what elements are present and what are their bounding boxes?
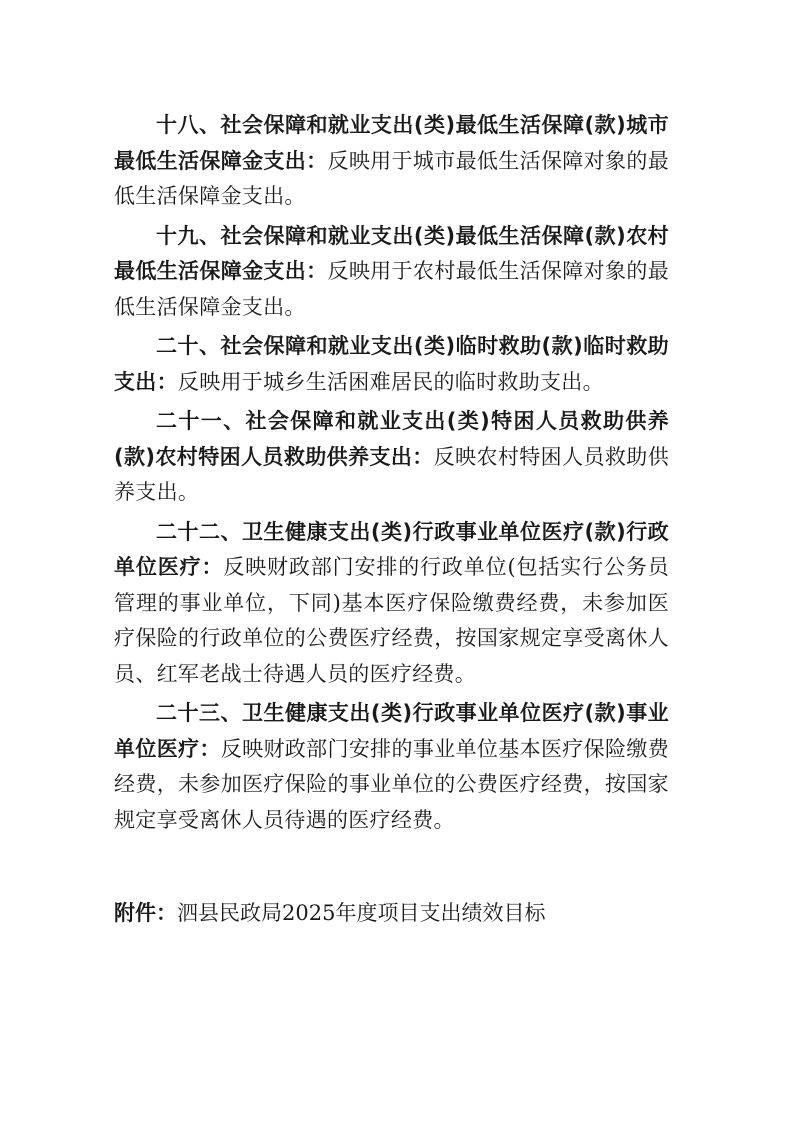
paragraph-text: 反映农村特困人员救助供养支出。: [114, 444, 669, 504]
paragraph-text: 反映财政部门安排的事业单位基本医疗保险缴费经费，未参加医疗保险的事业单位的公费医疗经费，按国家规定享受离休人员待遇的医疗经费。: [114, 736, 669, 832]
paragraph-text: 反映财政部门安排的行政单位(包括实行公务员管理的事业单位，下同)基本医疗保险缴费经费，未参加医疗保险的行政单位的公费医疗经费，按国家规定享受离休人员、红军老战士待遇人员的医疗经费。: [114, 555, 670, 686]
paragraph-22: [114, 515, 669, 693]
paragraph-heading: 二十、社会保障和就业支出(类)临时救助(款)临时救助支出：: [114, 334, 669, 394]
paragraph-19: [114, 219, 669, 326]
paragraph-text: 反映用于城乡生活困难居民的临时救助支出。: [177, 369, 604, 394]
paragraph-heading: 二十一、社会保障和就业支出(类)特困人员救助供养(款)农村特困人员救助供养支出：: [114, 409, 669, 469]
paragraph-heading: 十八、社会保障和就业支出(类)最低生活保障(款)城市最低生活保障金支出：: [114, 113, 669, 173]
paragraph-heading: 二十二、卫生健康支出(类)行政事业单位医疗(款)行政单位医疗：: [114, 519, 669, 579]
paragraph-heading: 二十三、卫生健康支出(类)行政事业单位医疗(款)事业单位医疗：: [114, 701, 669, 761]
attachment-label: 附件：: [114, 901, 177, 925]
paragraph-text: 反映用于城市最低生活保障对象的最低生活保障金支出。: [114, 148, 669, 208]
attachment-line: [114, 896, 669, 932]
paragraph-20: [114, 329, 669, 400]
paragraph-text: 反映用于农村最低生活保障对象的最低生活保障金支出。: [114, 259, 669, 319]
paragraph-heading: 十九、社会保障和就业支出(类)最低生活保障(款)农村最低生活保障金支出：: [114, 223, 669, 283]
attachment-text: 泗县民政局2025年度项目支出绩效目标: [177, 901, 546, 925]
paragraph-23: [114, 696, 669, 838]
paragraph-18: [114, 108, 669, 215]
paragraph-21: [114, 404, 669, 511]
document-body: [114, 108, 669, 842]
